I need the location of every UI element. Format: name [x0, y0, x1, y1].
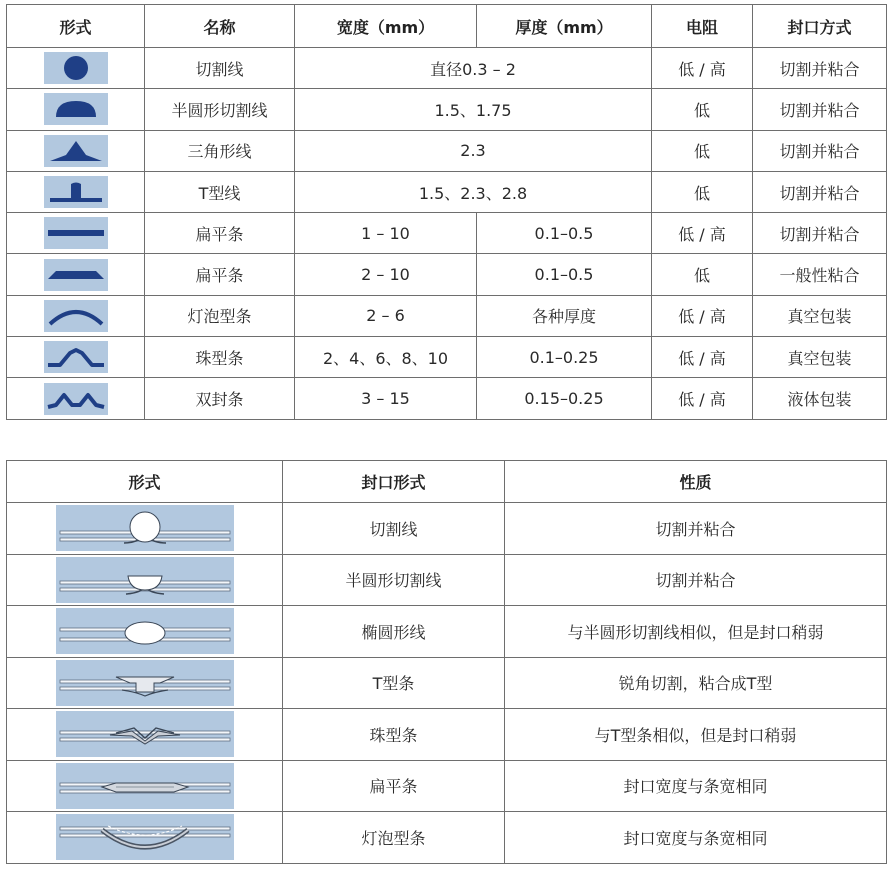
thickness-cell: 各种厚度 — [477, 295, 652, 336]
seal-form-cell: 半圆形切割线 — [283, 554, 505, 606]
shape-cell — [7, 337, 145, 378]
name-cell: 扁平条 — [145, 213, 295, 254]
sealing-cell: 一般性粘合 — [753, 254, 887, 295]
thickness-cell: 0.1–0.25 — [477, 337, 652, 378]
resistance-cell: 低 / 高 — [652, 378, 753, 419]
semicircle-wire-icon — [44, 93, 108, 125]
table-row — [7, 657, 887, 709]
name-cell: 灯泡型条 — [145, 295, 295, 336]
width-cell: 1.5、1.75 — [295, 89, 652, 130]
shape-cell — [7, 254, 145, 295]
property-cell: 切割并粘合 — [505, 554, 887, 606]
resistance-cell: 低 / 高 — [652, 295, 753, 336]
shape-cell — [7, 171, 145, 212]
header-resistance: 电阻 — [652, 5, 753, 48]
property-cell: 锐角切割，粘合成T型 — [505, 657, 887, 709]
shape-cell — [7, 89, 145, 130]
shape-cell — [7, 378, 145, 419]
diagram-cell — [7, 657, 283, 709]
ellipse-seal-diagram — [56, 608, 234, 654]
width-cell: 直径0.3 – 2 — [295, 48, 652, 89]
flat-seal-diagram — [56, 763, 234, 809]
table-row — [7, 606, 887, 658]
circle-wire-icon — [44, 52, 108, 84]
resistance-cell: 低 — [652, 171, 753, 212]
flat-strip-bevel-icon — [44, 259, 108, 291]
shape-cell — [7, 295, 145, 336]
seal-form-table — [6, 460, 887, 864]
table-row — [7, 554, 887, 606]
resistance-cell: 低 — [652, 89, 753, 130]
diagram-cell — [7, 503, 283, 555]
sealing-cell: 切割并粘合 — [753, 130, 887, 171]
t-seal-diagram — [56, 660, 234, 706]
property-cell: 封口宽度与条宽相同 — [505, 812, 887, 864]
table-row — [7, 213, 887, 254]
header-form: 形式 — [7, 461, 283, 503]
table-header-row — [7, 5, 887, 48]
seal-form-cell: 切割线 — [283, 503, 505, 555]
sealing-cell: 切割并粘合 — [753, 89, 887, 130]
diagram-cell — [7, 812, 283, 864]
sealing-cell: 切割并粘合 — [753, 171, 887, 212]
table-row — [7, 48, 887, 89]
bead-seal-diagram — [56, 711, 234, 757]
wire-spec-table — [6, 4, 887, 420]
sealing-cell: 真空包装 — [753, 337, 887, 378]
width-cell: 2.3 — [295, 130, 652, 171]
resistance-cell: 低 / 高 — [652, 337, 753, 378]
seal-form-cell: T型条 — [283, 657, 505, 709]
thickness-cell: 0.1–0.5 — [477, 213, 652, 254]
name-cell: 切割线 — [145, 48, 295, 89]
thickness-cell: 0.1–0.5 — [477, 254, 652, 295]
seal-form-cell: 扁平条 — [283, 760, 505, 812]
width-cell: 1 – 10 — [295, 213, 477, 254]
resistance-cell: 低 — [652, 254, 753, 295]
resistance-cell: 低 / 高 — [652, 213, 753, 254]
shape-cell — [7, 130, 145, 171]
thickness-cell: 0.15–0.25 — [477, 378, 652, 419]
table-row — [7, 503, 887, 555]
header-property: 性质 — [505, 461, 887, 503]
table-row — [7, 337, 887, 378]
bead-strip-icon — [44, 341, 108, 373]
table-row — [7, 171, 887, 212]
property-cell: 切割并粘合 — [505, 503, 887, 555]
sealing-cell: 真空包装 — [753, 295, 887, 336]
name-cell: 三角形线 — [145, 130, 295, 171]
sealing-cell: 切割并粘合 — [753, 48, 887, 89]
bulb-strip-icon — [44, 300, 108, 332]
diagram-cell — [7, 606, 283, 658]
table-row — [7, 760, 887, 812]
diagram-cell — [7, 554, 283, 606]
resistance-cell: 低 — [652, 130, 753, 171]
seal-form-cell: 椭圆形线 — [283, 606, 505, 658]
name-cell: 双封条 — [145, 378, 295, 419]
triangle-wire-icon — [44, 135, 108, 167]
diagram-cell — [7, 709, 283, 761]
table-row — [7, 130, 887, 171]
width-cell: 3 – 15 — [295, 378, 477, 419]
width-cell: 2 – 6 — [295, 295, 477, 336]
flat-strip-icon — [44, 217, 108, 249]
shape-cell — [7, 213, 145, 254]
width-cell: 1.5、2.3、2.8 — [295, 171, 652, 212]
header-seal-form: 封口形式 — [283, 461, 505, 503]
width-cell: 2、4、6、8、10 — [295, 337, 477, 378]
header-name: 名称 — [145, 5, 295, 48]
t-wire-icon — [44, 176, 108, 208]
name-cell: T型线 — [145, 171, 295, 212]
table-row — [7, 378, 887, 419]
diagram-cell — [7, 760, 283, 812]
name-cell: 半圆形切割线 — [145, 89, 295, 130]
bulb-seal-diagram — [56, 814, 234, 860]
sealing-cell: 切割并粘合 — [753, 213, 887, 254]
table-row — [7, 89, 887, 130]
header-form: 形式 — [7, 5, 145, 48]
name-cell: 珠型条 — [145, 337, 295, 378]
seal-form-cell: 灯泡型条 — [283, 812, 505, 864]
semicircle-seal-diagram — [56, 557, 234, 603]
table-row — [7, 812, 887, 864]
table-row — [7, 254, 887, 295]
double-seal-strip-icon — [44, 383, 108, 415]
property-cell: 封口宽度与条宽相同 — [505, 760, 887, 812]
shape-cell — [7, 48, 145, 89]
circle-seal-diagram — [56, 505, 234, 551]
name-cell: 扁平条 — [145, 254, 295, 295]
header-sealing: 封口方式 — [753, 5, 887, 48]
sealing-cell: 液体包装 — [753, 378, 887, 419]
header-thickness: 厚度（mm） — [477, 5, 652, 48]
table-row — [7, 295, 887, 336]
table-row — [7, 709, 887, 761]
seal-form-cell: 珠型条 — [283, 709, 505, 761]
width-cell: 2 – 10 — [295, 254, 477, 295]
header-width: 宽度（mm） — [295, 5, 477, 48]
resistance-cell: 低 / 高 — [652, 48, 753, 89]
property-cell: 与半圆形切割线相似，但是封口稍弱 — [505, 606, 887, 658]
property-cell: 与T型条相似，但是封口稍弱 — [505, 709, 887, 761]
table-header-row — [7, 461, 887, 503]
